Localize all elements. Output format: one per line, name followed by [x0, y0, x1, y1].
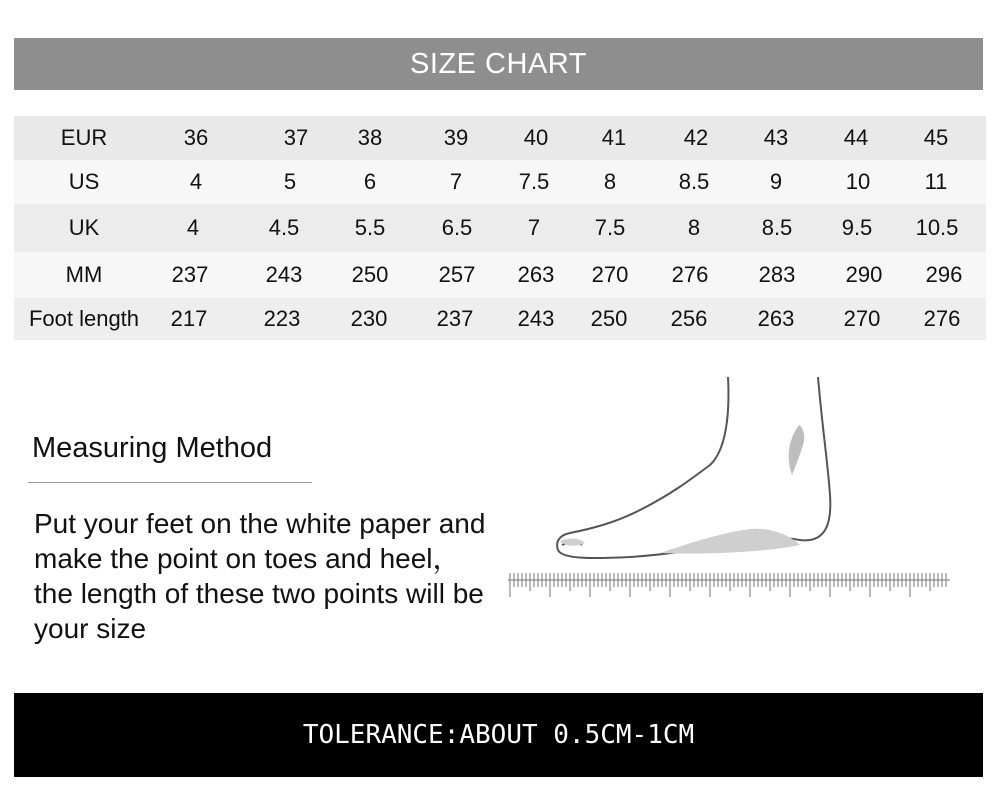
table-cell: 283 [758, 262, 796, 287]
table-cell: 8.5 [761, 215, 793, 240]
table-cell: 296 [925, 262, 963, 287]
table-cell: 37 [283, 125, 309, 150]
table-cell: 263 [757, 306, 795, 331]
table-cell: 38 [357, 125, 383, 150]
size-chart-title: SIZE CHART [14, 38, 983, 90]
foot-on-ruler-icon [500, 365, 960, 615]
row-label: UK [68, 215, 100, 240]
table-cell: 7.5 [594, 215, 626, 240]
row-label: MM [65, 262, 103, 287]
table-row-eur [14, 116, 986, 160]
table-cell: 250 [351, 262, 389, 287]
table-cell: 9.5 [841, 215, 873, 240]
table-cell: 39 [443, 125, 469, 150]
table-cell: 45 [923, 125, 949, 150]
table-cell: 8 [603, 169, 617, 194]
table-cell: 8 [687, 215, 701, 240]
table-cell: 43 [763, 125, 789, 150]
table-cell: 6 [363, 169, 377, 194]
table-cell: 41 [601, 125, 627, 150]
table-cell: 4.5 [268, 215, 300, 240]
table-cell: 276 [671, 262, 709, 287]
arch-shadow-shape [660, 529, 800, 554]
ruler-icon [508, 573, 950, 597]
table-cell: 276 [923, 306, 961, 331]
table-cell: 250 [590, 306, 628, 331]
table-cell: 36 [183, 125, 209, 150]
table-cell: 230 [350, 306, 388, 331]
table-row-us [14, 160, 986, 204]
foot-outline-icon [557, 377, 830, 558]
table-cell: 257 [438, 262, 476, 287]
row-label: US [68, 169, 100, 194]
table-cell: 40 [523, 125, 549, 150]
table-cell: 243 [265, 262, 303, 287]
table-cell: 7.5 [518, 169, 550, 194]
measuring-method-title: Measuring Method [32, 432, 273, 464]
table-cell: 4 [186, 215, 200, 240]
table-cell: 7 [527, 215, 541, 240]
table-cell: 11 [924, 169, 948, 194]
table-cell: 270 [843, 306, 881, 331]
table-cell: 237 [171, 262, 209, 287]
row-label: Foot length [28, 306, 140, 331]
table-row-foot-length [14, 298, 986, 340]
table-cell: 5.5 [354, 215, 386, 240]
table-cell: 290 [845, 262, 883, 287]
table-row-mm [14, 252, 986, 298]
table-row-uk [14, 204, 986, 252]
title-divider [28, 482, 312, 483]
ankle-bone-shape [789, 425, 805, 475]
table-cell: 5 [283, 169, 297, 194]
table-cell: 223 [263, 306, 301, 331]
table-cell: 256 [670, 306, 708, 331]
measuring-method-text: Put your feet on the white paper and make the point on toes and heel，the length of these two points will be your size [34, 508, 486, 644]
table-cell: 4 [189, 169, 203, 194]
table-cell: 7 [449, 169, 463, 194]
table-cell: 10 [845, 169, 871, 194]
table-cell: 42 [683, 125, 709, 150]
table-cell: 270 [591, 262, 629, 287]
table-cell: 263 [517, 262, 555, 287]
table-cell: 44 [843, 125, 869, 150]
table-cell: 10.5 [915, 215, 959, 240]
table-cell: 8.5 [678, 169, 710, 194]
table-cell: 237 [436, 306, 474, 331]
table-cell: 9 [769, 169, 783, 194]
table-cell: 243 [517, 306, 555, 331]
table-cell: 217 [170, 306, 208, 331]
table-cell: 6.5 [441, 215, 473, 240]
tolerance-note: TOLERANCE:ABOUT 0.5CM-1CM [14, 693, 983, 777]
row-label: EUR [60, 125, 108, 150]
